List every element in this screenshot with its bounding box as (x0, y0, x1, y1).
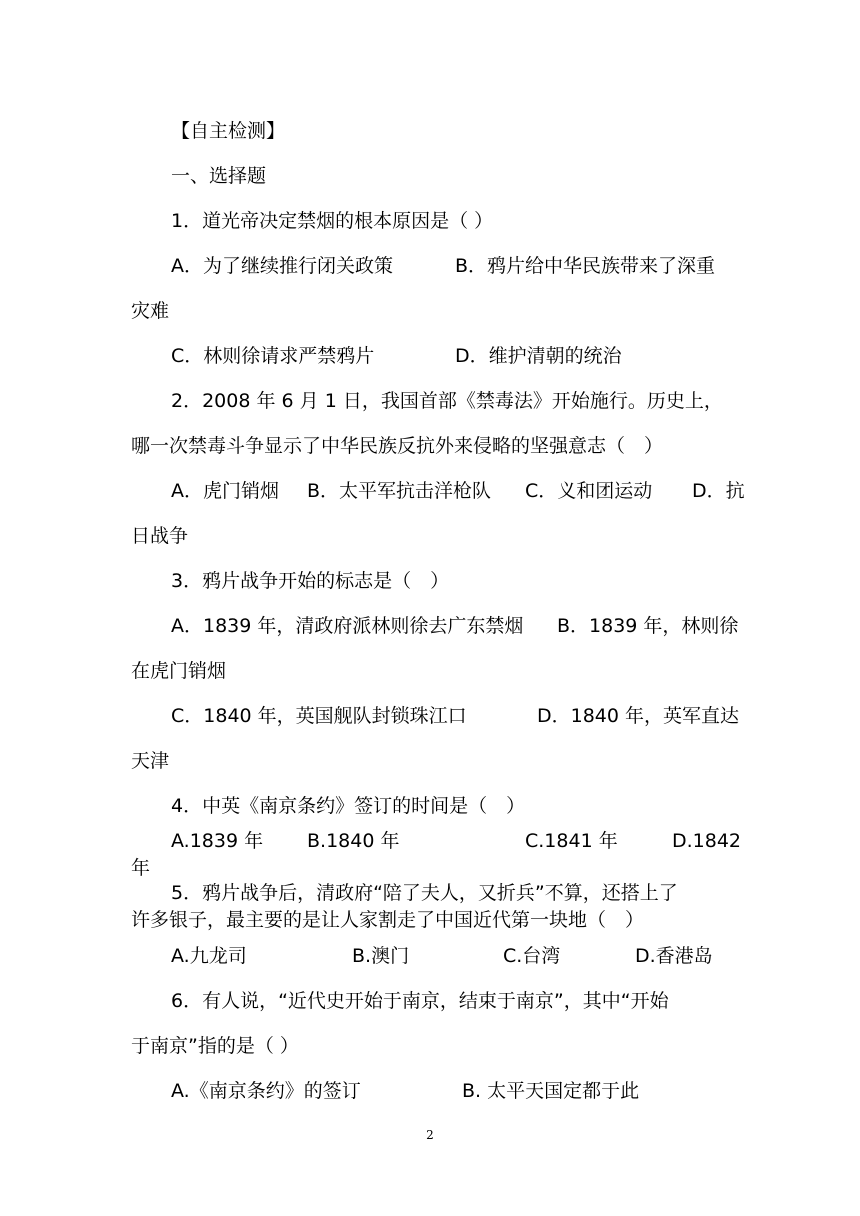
option-b: B．太平军抗击洋枪队 (307, 480, 492, 502)
question-stem-continued: 哪一次禁毒斗争显示了中华民族反抗外来侵略的坚强意志（ ） (131, 435, 664, 457)
option-b: B．1839 年，林则徐 (557, 615, 739, 637)
option-d-continued: 日战争 (131, 525, 189, 547)
question-stem: 5．鸦片战争后，清政府“陪了夫人，又折兵”不算，还搭上了 (171, 882, 678, 904)
option-c: C.1841 年 (525, 830, 618, 852)
option-a: A.1839 年 (171, 830, 264, 852)
option-a: A.九龙司 (171, 945, 247, 967)
question-stem: 2．2008 年 6 月 1 日，我国首部《禁毒法》开始施行。历史上， (171, 390, 723, 412)
question-stem-continued: 许多银子，最主要的是让人家割走了中国近代第一块地（ ） (131, 909, 645, 931)
question-stem: 3．鸦片战争开始的标志是（ ） (171, 570, 450, 592)
option-d: D.1842 (672, 830, 742, 852)
option-d: D．维护清朝的统治 (455, 345, 622, 367)
question-stem-continued: 于南京”指的是（ ） (131, 1035, 299, 1057)
question-stem: 6．有人说，“近代史开始于南京，结束于南京”，其中“开始 (171, 990, 669, 1012)
option-d: D.香港岛 (635, 945, 713, 967)
option-b: B．鸦片给中华民族带来了深重 (455, 255, 716, 277)
page-number: 2 (426, 1128, 434, 1142)
option-c: C．1840 年，英国舰队封锁珠江口 (171, 705, 467, 727)
section-title: 一、选择题 (171, 165, 267, 187)
option-c: C．林则徐请求严禁鸦片 (171, 345, 375, 367)
option-b: B. 太平天国定都于此 (462, 1080, 640, 1102)
option-d-continued: 年 (131, 857, 151, 879)
question-stem: 1．道光帝决定禁烟的根本原因是（ ） (171, 210, 494, 232)
option-d: D．抗 (692, 480, 745, 502)
option-b: B.澳门 (352, 945, 410, 967)
option-d: D．1840 年，英军直达 (537, 705, 740, 727)
option-b-continued: 灾难 (131, 300, 170, 322)
option-c: C.台湾 (503, 945, 561, 967)
option-c: C．义和团运动 (525, 480, 653, 502)
option-a: A.《南京条约》的签订 (171, 1080, 361, 1102)
option-a: A．为了继续推行闭关政策 (171, 255, 393, 277)
option-a: A．1839 年，清政府派林则徐去广东禁烟 (171, 615, 524, 637)
question-stem: 4．中英《南京条约》签订的时间是（ ） (171, 795, 526, 817)
option-a: A．虎门销烟 (171, 480, 279, 502)
heading: 【自主检测】 (171, 120, 286, 142)
option-d-continued: 天津 (131, 750, 170, 772)
option-b: B.1840 年 (307, 830, 400, 852)
option-b-continued: 在虎门销烟 (131, 660, 227, 682)
